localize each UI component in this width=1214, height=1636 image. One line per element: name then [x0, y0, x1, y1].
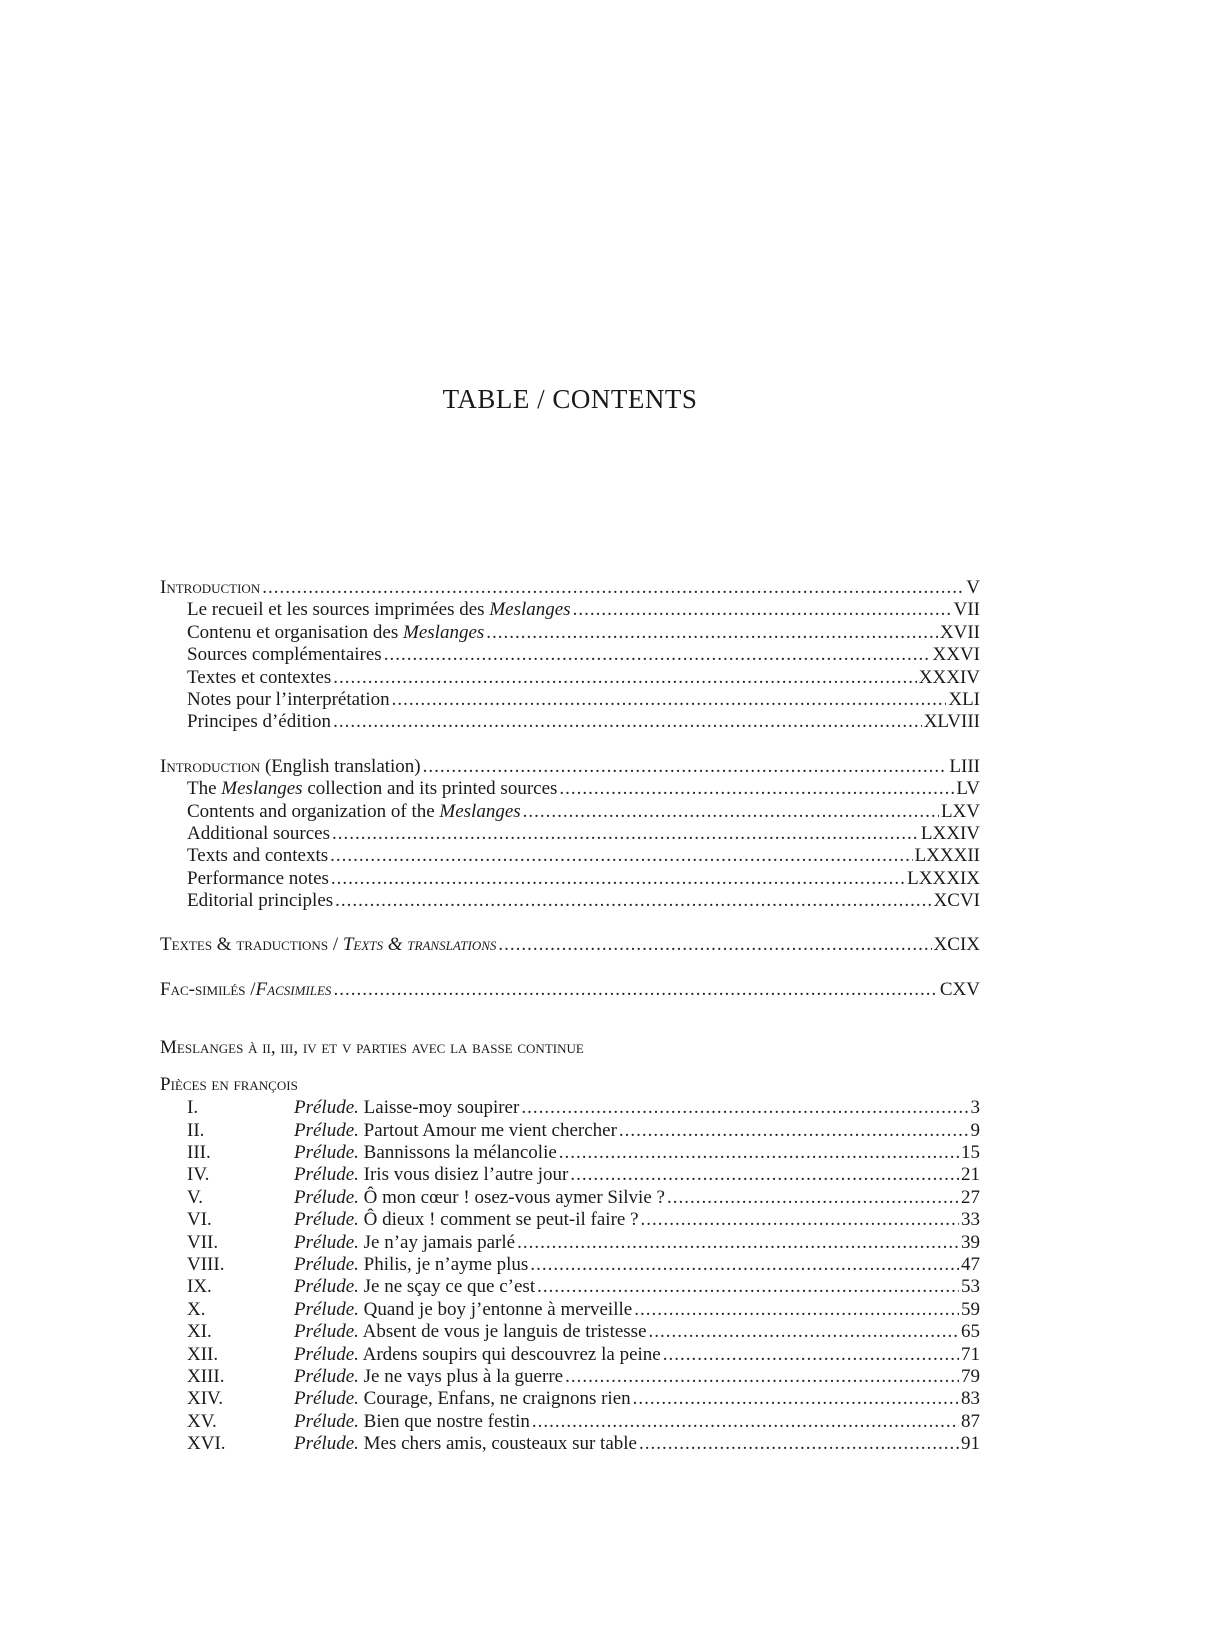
piece-entry[interactable] [160, 1120, 980, 1142]
dot-leader [570, 1164, 959, 1186]
dot-leader [537, 1276, 959, 1298]
toc-entry-label: Texts and contexts [187, 845, 329, 867]
piece-number: X. [187, 1298, 206, 1320]
dot-leader [633, 1388, 959, 1410]
toc-subentry[interactable] [160, 868, 980, 890]
toc-subentry[interactable] [160, 845, 980, 867]
toc-entry-label: Principes d’édition [187, 711, 332, 733]
dot-leader [523, 801, 939, 823]
dot-leader [530, 1254, 959, 1276]
piece-number: VI. [187, 1209, 212, 1231]
piece-number: XIV. [187, 1388, 224, 1410]
piece-number: VIII. [187, 1253, 225, 1275]
piece-number: XI. [187, 1321, 212, 1343]
piece-title: Prélude. Je n’ay jamais parlé [294, 1231, 516, 1253]
piece-title: Prélude. Absent de vous je languis de tristesse [294, 1321, 647, 1343]
toc-subentry[interactable] [160, 801, 980, 823]
section-heading-meslanges: Meslanges à ii, iii, iv et v parties avec la basse continue [160, 1037, 584, 1059]
toc-entry-label: Le recueil et les sources imprimées des Meslanges [187, 599, 571, 621]
piece-entry[interactable] [160, 1276, 980, 1298]
piece-title: Prélude. Bannissons la mélancolie [294, 1142, 557, 1164]
piece-title: Prélude. Philis, je n’ayme plus [294, 1253, 529, 1275]
pieces-list [160, 1097, 980, 1455]
piece-entry[interactable] [160, 1411, 980, 1433]
piece-title: Prélude. Ô dieux ! comment se peut-il faire ? [294, 1209, 639, 1231]
dot-leader [573, 599, 952, 621]
piece-title: Prélude. Bien que nostre festin [294, 1410, 530, 1432]
dot-leader [498, 934, 931, 956]
toc-page-number: 3 [970, 1097, 980, 1119]
dot-leader [639, 1433, 959, 1455]
piece-title: Prélude. Courage, Enfans, ne craignons rien [294, 1388, 631, 1410]
piece-number: III. [187, 1142, 211, 1164]
dot-leader [634, 1299, 959, 1321]
toc-page-number: XLVIII [923, 711, 980, 733]
toc-page-number: 47 [961, 1253, 980, 1275]
toc-entry-texts-translations[interactable] [160, 934, 980, 956]
dot-leader [333, 711, 922, 733]
toc-entry-label: The Meslanges collection and its printed sources [187, 778, 558, 800]
piece-number: V. [187, 1186, 204, 1208]
dot-leader [330, 845, 912, 867]
toc-page-number: XCVI [933, 890, 980, 912]
toc-page-number: 91 [961, 1433, 980, 1455]
piece-title: Prélude. Je ne vays plus à la guerre [294, 1365, 564, 1387]
toc-subentry[interactable] [160, 689, 980, 711]
toc-subentry[interactable] [160, 622, 980, 644]
dot-leader [663, 1344, 959, 1366]
toc-page-number: XLI [948, 688, 980, 710]
piece-number: XV. [187, 1410, 217, 1432]
toc-subentry[interactable] [160, 823, 980, 845]
dot-leader [486, 622, 938, 644]
toc-entry-introduction-english[interactable] [160, 756, 980, 778]
toc-subentry[interactable] [160, 667, 980, 689]
toc-page-number: 83 [961, 1388, 980, 1410]
piece-number: XVI. [187, 1433, 226, 1455]
piece-entry[interactable] [160, 1433, 980, 1455]
dot-leader [333, 979, 937, 1001]
dot-leader [392, 689, 947, 711]
piece-entry[interactable] [160, 1344, 980, 1366]
toc-page-number: LIII [949, 755, 980, 777]
toc-entry-introduction[interactable] [160, 577, 980, 599]
dot-leader [641, 1209, 959, 1231]
toc-page-number: 87 [961, 1410, 980, 1432]
toc-page-number: LXXIV [920, 822, 980, 844]
dot-leader [559, 1142, 959, 1164]
piece-entry[interactable] [160, 1097, 980, 1119]
toc-entry-label: Fac-similés /Facsimiles [160, 978, 332, 1000]
toc-page-number: 15 [961, 1142, 980, 1164]
dot-leader [521, 1097, 968, 1119]
page-title: TABLE / CONTENTS [442, 384, 698, 414]
toc-subentry[interactable] [160, 599, 980, 621]
piece-entry[interactable] [160, 1321, 980, 1343]
piece-entry[interactable] [160, 1232, 980, 1254]
piece-number: IX. [187, 1276, 212, 1298]
toc-subentry[interactable] [160, 644, 980, 666]
toc-page-number: V [966, 577, 980, 598]
table-of-contents [160, 577, 980, 1456]
piece-entry[interactable] [160, 1366, 980, 1388]
dot-leader [384, 644, 931, 666]
toc-page-number: XXVI [932, 644, 980, 666]
dot-leader [333, 667, 917, 689]
toc-page-number: CXV [939, 978, 980, 1000]
toc-entry-label: Textes & traductions / Texts & translations [160, 934, 497, 956]
toc-page-number: XCIX [933, 934, 980, 956]
piece-entry[interactable] [160, 1254, 980, 1276]
piece-entry[interactable] [160, 1388, 980, 1410]
toc-entry-label: Sources complémentaires [187, 644, 382, 666]
piece-title: Prélude. Laisse-moy soupirer [294, 1097, 520, 1119]
piece-number: XII. [187, 1343, 219, 1365]
piece-title: Prélude. Ardens soupirs qui descouvrez la peine [294, 1343, 661, 1365]
piece-number: II. [187, 1119, 205, 1141]
piece-title: Prélude. Mes chers amis, cousteaux sur table [294, 1433, 637, 1455]
piece-number: I. [187, 1097, 199, 1119]
dot-leader [262, 577, 964, 599]
toc-entry-label: Contenu et organisation des Meslanges [187, 621, 485, 643]
toc-subentry[interactable] [160, 711, 980, 733]
toc-page-number: VII [953, 599, 980, 621]
toc-entry-label: Editorial principles [187, 890, 334, 912]
piece-entry[interactable] [160, 1187, 980, 1209]
piece-entry[interactable] [160, 1209, 980, 1231]
toc-page-number: 79 [961, 1365, 980, 1387]
toc-entry-label: Textes et contextes [187, 666, 332, 688]
toc-page-number: 21 [961, 1164, 980, 1186]
piece-title: Prélude. Ô mon cœur ! osez-vous aymer Silvie ? [294, 1186, 665, 1208]
dot-leader [619, 1120, 969, 1142]
dot-leader [517, 1232, 959, 1254]
toc-page-number: 39 [961, 1231, 980, 1253]
toc-subentry[interactable] [160, 890, 980, 912]
toc-subentry[interactable] [160, 778, 980, 800]
toc-page-number: XVII [939, 621, 980, 643]
toc-page-number: XXXIV [918, 666, 980, 688]
dot-leader [423, 756, 948, 778]
dot-leader [649, 1321, 959, 1343]
piece-entry[interactable] [160, 1164, 980, 1186]
toc-page-number: 59 [961, 1298, 980, 1320]
toc-entry-label: Introduction (English translation) [160, 755, 421, 777]
toc-page-number: 9 [970, 1119, 980, 1141]
dot-leader [331, 868, 905, 890]
piece-title: Prélude. Quand je boy j’entonne à merveille [294, 1298, 633, 1320]
piece-number: VII. [187, 1231, 219, 1253]
piece-title: Prélude. Partout Amour me vient chercher [294, 1119, 617, 1141]
piece-title: Prélude. Iris vous disiez l’autre jour [294, 1164, 569, 1186]
piece-title: Prélude. Je ne sçay ce que c’est [294, 1276, 536, 1298]
toc-page-number: LXXXIX [907, 867, 980, 889]
piece-number: XIII. [187, 1365, 225, 1387]
dot-leader [565, 1366, 959, 1388]
piece-number: IV. [187, 1164, 210, 1186]
dot-leader [667, 1187, 959, 1209]
toc-page-number: 71 [961, 1343, 980, 1365]
dot-leader [335, 890, 931, 912]
toc-entry-label: Additional sources [187, 822, 331, 844]
toc-page-number: LXXXII [914, 845, 980, 867]
toc-entry-facsimiles[interactable] [160, 979, 980, 1001]
toc-page-number: 33 [961, 1209, 980, 1231]
section-heading-pieces: Pièces en françois [160, 1074, 298, 1096]
dot-leader [532, 1411, 959, 1433]
toc-page-number: LXV [940, 800, 980, 822]
piece-entry[interactable] [160, 1142, 980, 1164]
toc-page-number: 27 [961, 1186, 980, 1208]
toc-entry-label: Introduction [160, 577, 261, 598]
dot-leader [332, 823, 919, 845]
toc-page-number: 53 [961, 1276, 980, 1298]
toc-entry-label: Notes pour l’interprétation [187, 688, 390, 710]
toc-page-number: LV [956, 778, 980, 800]
toc-entry-label: Performance notes [187, 867, 329, 889]
dot-leader [559, 778, 954, 800]
piece-entry[interactable] [160, 1299, 980, 1321]
toc-entry-label: Contents and organization of the Meslanges [187, 800, 521, 822]
toc-page-number: 65 [961, 1321, 980, 1343]
